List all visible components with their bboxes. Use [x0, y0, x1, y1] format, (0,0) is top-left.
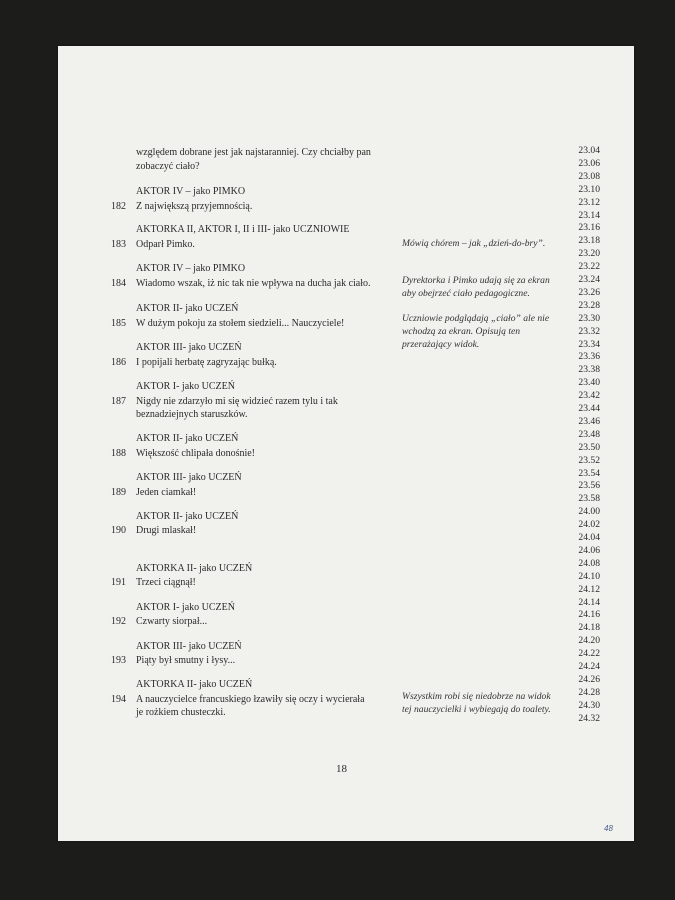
- timecode: 24.30: [578, 699, 600, 711]
- timecode: 24.14: [578, 596, 600, 608]
- timecode: 23.06: [578, 157, 600, 169]
- dialogue-line: A nauczycielce francuskiego łzawiły się oczy i wycierała: [136, 694, 365, 705]
- timecode: 23.30: [578, 312, 600, 324]
- speaker-heading: AKTOR III- jako UCZEŃ: [136, 342, 242, 353]
- timecode: 24.06: [578, 544, 600, 556]
- stage-direction: Uczniowie podglądają „ciało” ale nie: [402, 313, 550, 324]
- stage-direction: tej nauczycielki i wybiegają do toalety.: [402, 704, 551, 715]
- stage-direction: aby obejrzeć ciało pedagogiczne.: [402, 288, 530, 299]
- timecode: 24.12: [578, 583, 600, 595]
- speaker-heading: AKTOR I- jako UCZEŃ: [136, 381, 235, 392]
- timecode: 23.14: [578, 209, 600, 221]
- speaker-heading: AKTORKA II- jako UCZEŃ: [136, 563, 253, 574]
- speaker-heading: AKTOR II- jako UCZEŃ: [136, 511, 239, 522]
- speaker-heading: AKTOR III- jako UCZEŃ: [136, 472, 242, 483]
- script-page: [58, 46, 634, 841]
- handwritten-page-mark: 48: [604, 824, 613, 833]
- timecode: 24.16: [578, 609, 600, 621]
- timecode: 23.56: [578, 480, 600, 492]
- dialogue-line: Wiadomo wszak, iż nic tak nie wpływa na ducha jak ciało.: [136, 278, 371, 289]
- line-number: 193: [111, 655, 126, 666]
- speaker-heading: AKTORKA II, AKTOR I, II i III- jako UCZNIOWIE: [136, 224, 350, 235]
- line-number: 183: [111, 239, 126, 250]
- timecode: 23.50: [578, 441, 600, 453]
- line-number: 189: [111, 487, 126, 498]
- line-number: 186: [111, 357, 126, 368]
- timecode: 23.36: [578, 351, 600, 363]
- line-number: 184: [111, 278, 126, 289]
- stage-direction: Wszystkim robi się niedobrze na widok: [402, 691, 551, 702]
- timecode: 23.08: [578, 170, 600, 182]
- timecode: 23.32: [578, 325, 600, 337]
- timecode: 23.58: [578, 493, 600, 505]
- dialogue-line: Większość chlipała donośnie!: [136, 448, 256, 459]
- intro-line-1: względem dobrane jest jak najstaranniej. Czy chciałby pan: [136, 147, 371, 158]
- dialogue-line: Nigdy nie zdarzyło mi się widzieć razem tylu i tak: [136, 396, 338, 407]
- timecode: 24.32: [578, 712, 600, 724]
- page-number: 18: [336, 763, 347, 775]
- timecode: 24.26: [578, 673, 600, 685]
- timecode: 24.02: [578, 519, 600, 531]
- timecode: 23.20: [578, 248, 600, 260]
- stage-direction: Mówią chórem – jak „dzień-do-bry”.: [402, 238, 546, 249]
- speaker-heading: AKTOR II- jako UCZEŃ: [136, 433, 239, 444]
- stage-direction: przerażający widok.: [402, 339, 480, 350]
- dialogue-line: Z największą przyjemnością.: [136, 201, 253, 212]
- speaker-heading: AKTOR IV – jako PIMKO: [136, 186, 246, 197]
- timecode: 24.22: [578, 648, 600, 660]
- dialogue-line: Trzeci ciągnął!: [136, 577, 196, 588]
- timecode: 23.46: [578, 415, 600, 427]
- timecode: 24.04: [578, 532, 600, 543]
- line-number: 194: [111, 694, 126, 705]
- timecode: 23.38: [578, 364, 600, 376]
- line-number: 187: [111, 396, 126, 407]
- timecode: 23.44: [578, 403, 600, 414]
- timecode: 23.24: [578, 274, 600, 285]
- timecode: 24.10: [578, 570, 600, 582]
- timecode: 24.00: [578, 506, 600, 518]
- timecode: 23.28: [578, 299, 600, 311]
- timecode: 23.48: [578, 428, 600, 440]
- timecode: 23.22: [578, 261, 600, 273]
- line-number: 188: [111, 448, 126, 459]
- timecode: 23.10: [578, 183, 600, 195]
- timecode: 23.54: [578, 467, 600, 479]
- timecode: 23.34: [578, 338, 600, 350]
- timecode: 23.40: [578, 377, 600, 389]
- speaker-heading: AKTOR I- jako UCZEŃ: [136, 602, 235, 613]
- timecode: 23.18: [578, 235, 600, 247]
- dialogue-line: W dużym pokoju za stołem siedzieli... Nauczyciele!: [136, 318, 345, 329]
- speaker-heading: AKTOR II- jako UCZEŃ: [136, 303, 239, 314]
- dialogue-line: beznadziejnych staruszków.: [136, 409, 248, 420]
- intro-line-2: zobaczyć ciało?: [136, 161, 200, 172]
- timecode: 24.20: [578, 635, 600, 647]
- stage-direction: Dyrektorka i Pimko udają się za ekran: [402, 275, 550, 286]
- timecode: 23.16: [578, 222, 600, 234]
- timecode: 24.28: [578, 686, 600, 698]
- line-number: 182: [111, 201, 126, 212]
- dialogue-line: Odparł Pimko.: [136, 239, 195, 250]
- dialogue-line: I popijali herbatę zagryzając bułką.: [136, 357, 277, 368]
- dialogue-line: Drugi mlaskał!: [136, 525, 197, 536]
- dialogue-line: Czwarty siorpał...: [136, 616, 208, 627]
- speaker-heading: AKTOR IV – jako PIMKO: [136, 263, 246, 274]
- timecode: 23.04: [578, 145, 600, 156]
- timecode: 24.18: [578, 622, 600, 634]
- timecode: 23.26: [578, 286, 600, 298]
- timecode: 24.24: [578, 661, 600, 672]
- speaker-heading: AKTORKA II- jako UCZEŃ: [136, 679, 253, 690]
- timecode: 23.12: [578, 196, 600, 208]
- dialogue-line: Piąty był smutny i łysy...: [136, 655, 236, 666]
- line-number: 185: [111, 318, 126, 329]
- line-number: 192: [111, 616, 126, 627]
- dialogue-line: Jeden ciamkał!: [136, 487, 197, 498]
- line-number: 191: [111, 577, 126, 588]
- timecode: 23.52: [578, 454, 600, 466]
- speaker-heading: AKTOR III- jako UCZEŃ: [136, 641, 242, 652]
- dialogue-line: je rożkiem chusteczki.: [136, 707, 226, 718]
- stage-direction: wchodzą za ekran. Opisują ten: [402, 326, 521, 337]
- line-number: 190: [111, 525, 126, 536]
- timecode: 23.42: [578, 390, 600, 402]
- timecode: 24.08: [578, 557, 600, 569]
